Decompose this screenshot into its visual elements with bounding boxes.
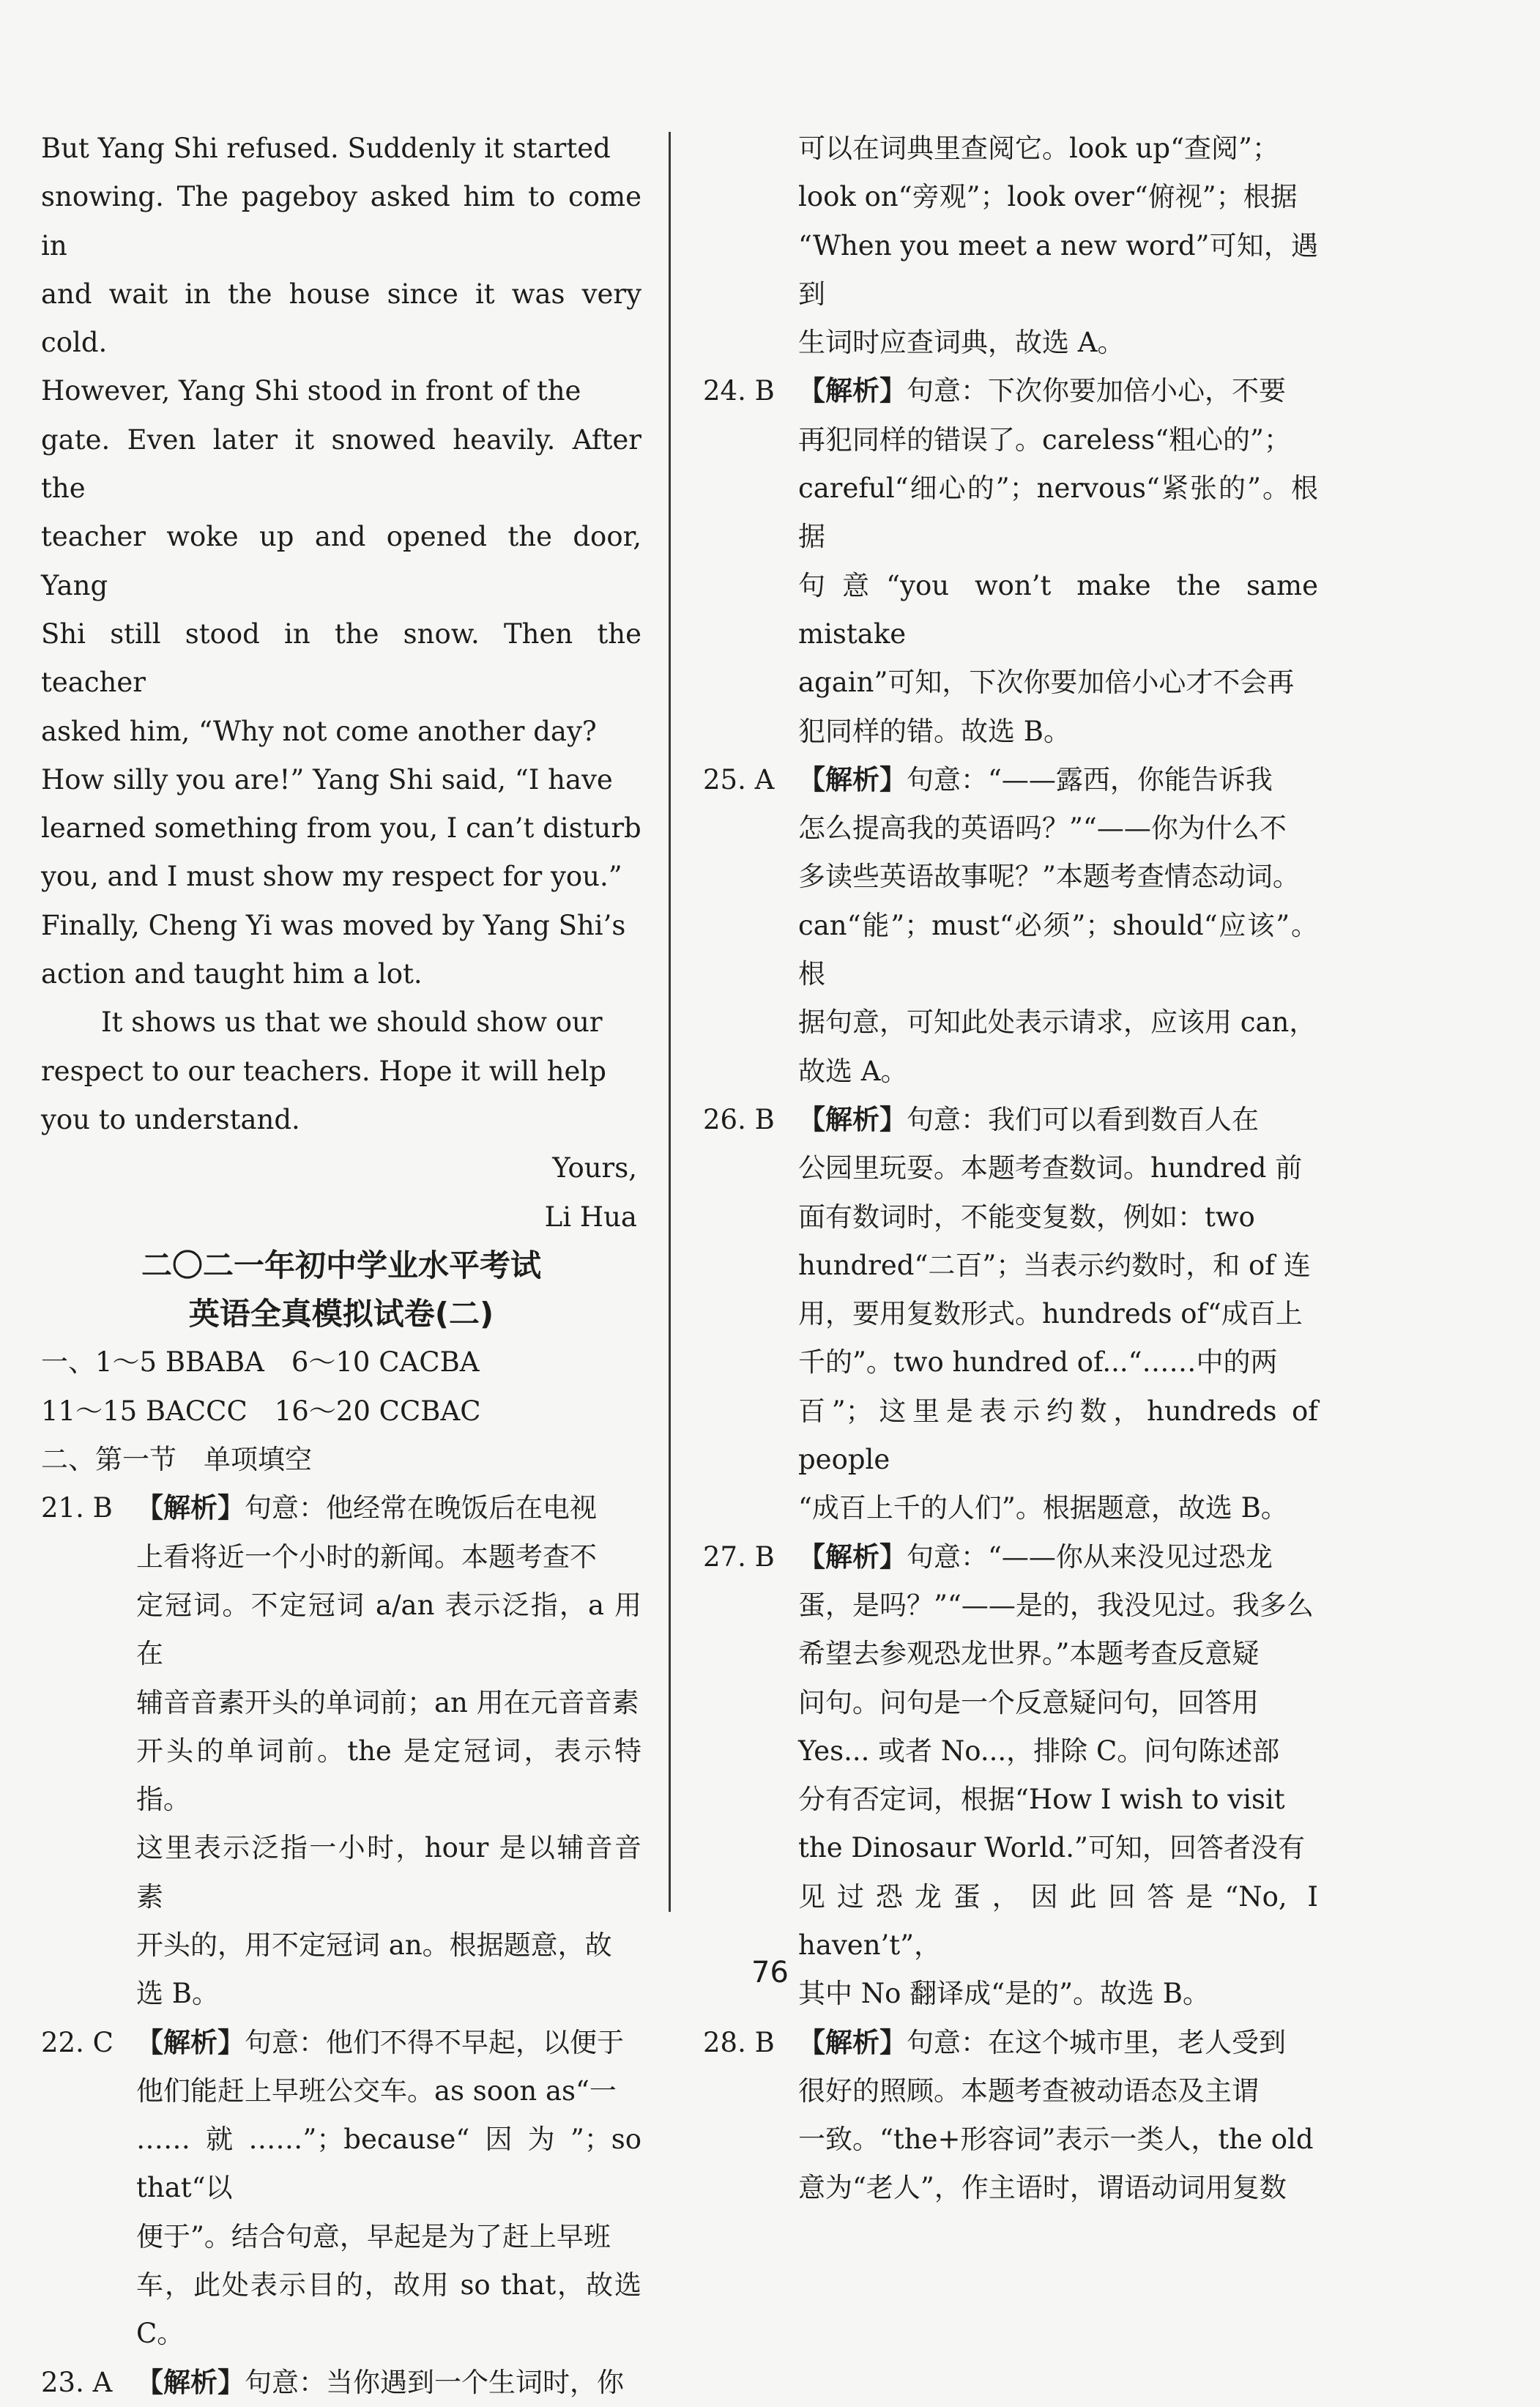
question-text: 这里表示泛指一小时，hour 是以辅音音素: [136, 1832, 641, 1913]
question-number: 24. B: [703, 375, 775, 407]
question-text: 见过恐龙蛋，因此回答是“No, I haven’t”，: [798, 1880, 1318, 1961]
question-23: [41, 2359, 641, 2407]
question-text: 便于”。结合句意，早起是为了赶上早班: [136, 2220, 611, 2252]
question-24: [703, 367, 1318, 755]
question-text: 他们能赶上早班公交车。as soon as“一: [136, 2074, 617, 2107]
question-text: 句意“you won’t make the same mistake: [798, 569, 1318, 650]
question-text: can“能”；must“必须”；should“应该”。根: [798, 909, 1318, 990]
question-text: 其中 No 翻译成“是的”。故选 B。: [798, 1978, 1210, 2010]
analysis-label: 【解析】: [136, 1492, 245, 1524]
question-text: Yes... 或者 No...，排除 C。问句陈述部: [798, 1735, 1280, 1767]
question-text: 希望去参观恐龙世界。”本题考查反意疑: [798, 1638, 1260, 1670]
question-26: [703, 1096, 1318, 1533]
question-text: 故选 A。: [798, 1055, 908, 1087]
section-heading: 二、第一节 单项填空: [41, 1444, 312, 1476]
question-22: [41, 2019, 641, 2359]
letter-line: teacher woke up and opened the door, Yang: [41, 521, 641, 601]
question-text: 选 B。: [136, 1978, 219, 2010]
question-25: [703, 756, 1318, 1096]
letter-line: asked him, “Why not come another day?: [41, 715, 597, 747]
letter-closing-line: It shows us that we should show our: [101, 1006, 603, 1039]
question-text: 据句意，可知此处表示请求，应该用 can，: [798, 1006, 1317, 1039]
page-number: 76: [751, 1956, 789, 1989]
question-text: the Dinosaur World.”可知，回答者没有: [798, 1832, 1305, 1864]
question-text: 开头的，用不定冠词 an。根据题意，故: [136, 1929, 612, 1961]
letter-signature: Li Hua: [544, 1201, 637, 1233]
question-text: 一致。“the+形容词”表示一类人，the old: [798, 2124, 1314, 2156]
letter-sign-off: Yours,: [552, 1152, 637, 1184]
question-text: 千的”。two hundred of...“……中的两: [798, 1346, 1278, 1379]
question-text: ……就……”；because“因为”；so that“以: [136, 2124, 641, 2204]
question-text: 句意：下次你要加倍小心，不要: [907, 375, 1286, 407]
answer-key-line: 一、1～5 BBABA 6～10 CACBA: [41, 1346, 480, 1379]
question-text: look on“旁观”；look over“俯视”；根据: [798, 181, 1298, 213]
question-text: 百”；这里是表示约数，hundreds of people: [798, 1395, 1318, 1476]
question-number: 23. A: [41, 2366, 113, 2398]
column-divider: [669, 132, 671, 1912]
letter-line: you, and I must show my respect for you.”: [41, 861, 622, 893]
question-text: 句意：当你遇到一个生词时，你: [245, 2366, 624, 2398]
question-text: 问句。问句是一个反意疑问句，回答用: [798, 1686, 1259, 1718]
question-text: 辅音音素开头的单词前；an 用在元音音素: [136, 1686, 639, 1718]
question-text: 怎么提高我的英语吗？”“——你为什么不: [798, 812, 1287, 845]
question-21: [41, 1484, 641, 2018]
question-text: 分有否定词，根据“How I wish to visit: [798, 1784, 1285, 1816]
question-27: [703, 1533, 1318, 2019]
analysis-label: 【解析】: [136, 2026, 245, 2058]
analysis-label: 【解析】: [798, 1103, 907, 1135]
question-text: 再犯同样的错误了。careless“粗心的”；: [798, 423, 1291, 456]
letter-line: Shi still stood in the snow. Then the teacher: [41, 617, 641, 699]
left-column: [41, 125, 641, 2407]
letter-closing-line: you to understand.: [41, 1103, 300, 1135]
question-text: careful“细心的”；nervous“紧张的”。根据: [798, 472, 1318, 553]
question-text: 意为“老人”，作主语时，谓语动词用复数: [798, 2172, 1287, 2204]
question-text: 犯同样的错。故选 B。: [798, 715, 1071, 747]
exam-subtitle: 英语全真模拟试卷(二): [188, 1296, 494, 1332]
question-number: 28. B: [703, 2026, 775, 2058]
question-text: 车，此处表示目的，故用 so that，故选 C。: [136, 2269, 641, 2350]
question-number: 25. A: [703, 763, 775, 795]
question-text: 公园里玩耍。本题考查数词。hundred 前: [798, 1152, 1303, 1184]
question-28: [703, 2019, 1318, 2213]
question-text: 可以在词典里查阅它。look up“查阅”；: [798, 133, 1279, 164]
letter-line: snowing. The pageboy asked him to come in: [41, 181, 641, 262]
question-23-continued: [703, 125, 1318, 367]
question-text: 开头的单词前。the 是定冠词，表示特指。: [136, 1735, 641, 1816]
question-text: 上看将近一个小时的新闻。本题考查不: [136, 1540, 597, 1573]
question-text: 句意：在这个城市里，老人受到: [907, 2026, 1286, 2058]
letter-line: gate. Even later it snowed heavily. After the: [41, 423, 641, 505]
question-text: 句意：他们不得不早起，以便于: [245, 2026, 624, 2058]
question-text: 句意：“——你从来没见过恐龙: [907, 1540, 1273, 1573]
analysis-label: 【解析】: [798, 375, 907, 407]
question-text: 多读些英语故事呢？”本题考查情态动词。: [798, 861, 1300, 893]
question-text: 生词时应查词典，故选 A。: [798, 327, 1125, 359]
question-text: 面有数词时，不能变复数，例如：two: [798, 1201, 1255, 1233]
letter-line: However, Yang Shi stood in front of the: [41, 375, 581, 407]
letter-line: Finally, Cheng Yi was moved by Yang Shi’s: [41, 909, 626, 941]
question-text: 蛋，是吗？”“——是的，我没见过。我多么: [798, 1589, 1314, 1621]
question-text: 句意：我们可以看到数百人在: [907, 1103, 1259, 1135]
right-column: [703, 125, 1318, 2213]
analysis-label: 【解析】: [798, 2026, 907, 2058]
question-text: 很好的照顾。本题考查被动语态及主谓: [798, 2074, 1259, 2107]
question-text: 用，要用复数形式。hundreds of“成百上: [798, 1298, 1303, 1330]
analysis-label: 【解析】: [136, 2366, 245, 2398]
analysis-label: 【解析】: [798, 1540, 907, 1573]
question-text: hundred“二百”；当表示约数时，和 of 连: [798, 1249, 1311, 1281]
exam-title: 二〇二一年初中学业水平考试: [141, 1247, 541, 1283]
question-text: 定冠词。不定冠词 a/an 表示泛指，a 用在: [136, 1589, 641, 1670]
question-text: 句意：“——露西，你能告诉我: [907, 763, 1273, 795]
analysis-label: 【解析】: [798, 763, 907, 795]
question-number: 27. B: [703, 1540, 775, 1573]
question-text: “When you meet a new word”可知，遇到: [798, 229, 1318, 310]
letter-line: and wait in the house since it was very cold.: [41, 278, 641, 359]
letter-line: How silly you are!” Yang Shi said, “I have: [41, 763, 613, 795]
letter-line: action and taught him a lot.: [41, 958, 423, 990]
question-text: again”可知，下次你要加倍小心才不会再: [798, 667, 1295, 699]
question-number: 26. B: [703, 1103, 775, 1135]
letter-closing-line: respect to our teachers. Hope it will help: [41, 1055, 606, 1087]
letter-line: But Yang Shi refused. Suddenly it started: [41, 133, 611, 164]
question-text: 句意：他经常在晚饭后在电视: [245, 1492, 597, 1524]
letter-line: learned something from you, I can’t disturb: [41, 812, 641, 845]
question-number: 22. C: [41, 2026, 114, 2058]
question-number: 21. B: [41, 1492, 113, 1524]
answer-key-line: 11～15 BACCC 16～20 CCBAC: [41, 1395, 481, 1427]
question-text: “成百上千的人们”。根据题意，故选 B。: [798, 1492, 1288, 1524]
